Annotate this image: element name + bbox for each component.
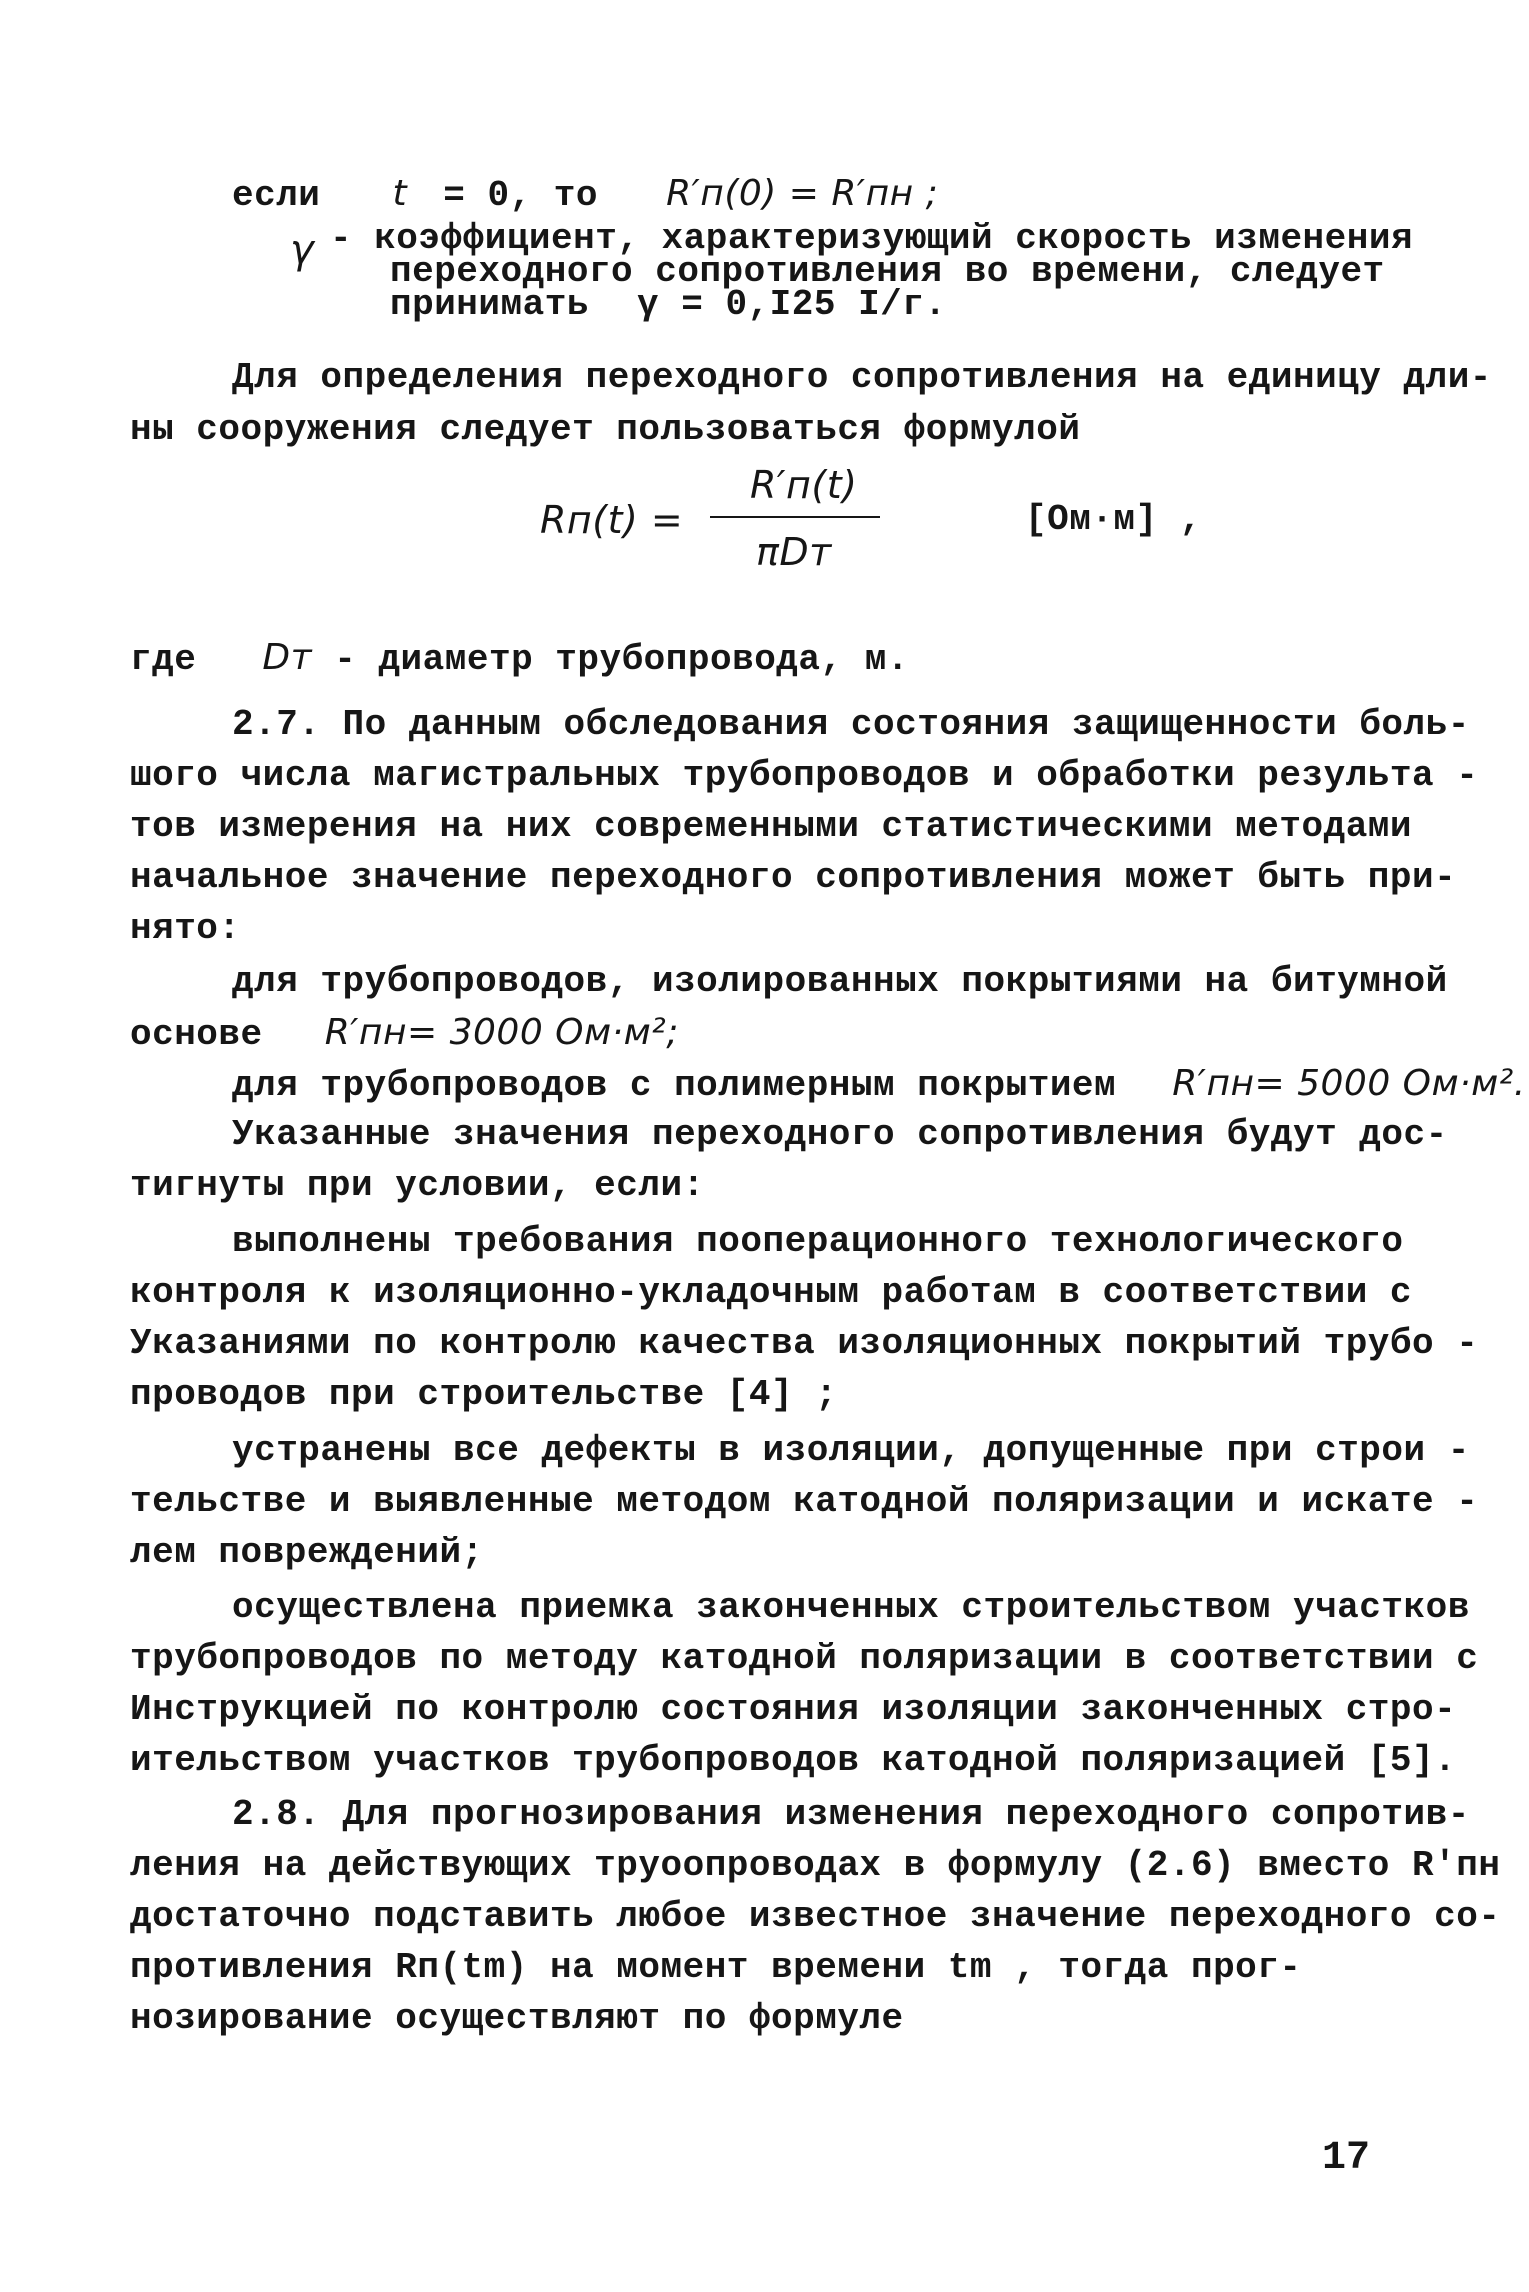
bitumen-value: R′пн= 3000 Ом·м²;	[324, 1012, 679, 1053]
para-unit-length-line-2: ны сооружения следует пользоваться формулой	[130, 409, 1081, 450]
gamma-line-3	[390, 284, 947, 325]
bitumen-line-2-text: основе	[130, 1014, 263, 1055]
formula-fraction-bar	[710, 516, 880, 518]
formula-lhs: Rп(t) =	[540, 498, 684, 542]
polymer-text: для трубопроводов с полимерным покрытием	[232, 1065, 1117, 1106]
gamma-line-2: переходного сопротивления во времени, следует	[390, 251, 1385, 292]
formula-unit: [Ом·м] ,	[1025, 499, 1202, 540]
section-2-8-line-1: 2.8. Для прогнозирования изменения переходного сопротив-	[232, 1794, 1470, 1835]
condition-b-line-1: устранены все дефекты в изоляции, допущенные при строи -	[232, 1430, 1470, 1471]
formula-numerator: R′п(t)	[750, 463, 858, 507]
conditions-intro-line-1: Указанные значения переходного сопротивления будут дос-	[232, 1114, 1448, 1155]
condition-a-line-2: контроля к изоляционно-укладочным работам в соответствии с	[130, 1272, 1413, 1313]
polymer-line	[232, 1062, 1526, 1108]
section-2-7-line-5: нято:	[130, 908, 241, 949]
where-symbol: Dт	[262, 637, 313, 678]
para-unit-length-line-1: Для определения переходного сопротивления на единицу дли-	[232, 357, 1492, 398]
conditions-intro-line-2: тигнуты при условии, если:	[130, 1165, 705, 1206]
condition-a-line-1: выполнены требования пооперационного технологического	[232, 1221, 1404, 1262]
gamma-line-3-text: принимать	[390, 284, 589, 325]
bitumen-line-1: для трубопроводов, изолированных покрытиями на битумной	[232, 961, 1448, 1002]
condition-line	[232, 172, 938, 218]
where-line	[130, 636, 909, 682]
where-text: - диаметр трубопровода, м.	[334, 639, 909, 680]
condition-a-line-4: проводов при строительстве [4] ;	[130, 1374, 838, 1415]
gamma-line-1: - коэффициент, характеризующий скорость изменения	[330, 218, 1414, 259]
condition-c-line-4: ительством участков трубопроводов катодной поляризацией [5].	[130, 1740, 1457, 1781]
condition-c-line-3: Инструкцией по контролю состояния изоляции законченных стро-	[130, 1689, 1457, 1730]
condition-b-line-2: тельстве и выявленные методом катодной поляризации и искате -	[130, 1481, 1479, 1522]
section-2-8-line-2: ления на действующих труоопроводах в формулу (2.6) вместо R′пн	[130, 1845, 1501, 1886]
section-2-7-line-4: начальное значение переходного сопротивления может быть при-	[130, 857, 1457, 898]
section-2-7-line-1: 2.7. По данным обследования состояния защищенности боль-	[232, 704, 1470, 745]
condition-c-line-2: трубопроводов по методу катодной поляризации в соответствии с	[130, 1638, 1479, 1679]
page-number: 17	[1322, 2136, 1371, 2181]
gamma-symbol: γ	[290, 227, 315, 273]
condition-if: если	[232, 175, 321, 216]
section-2-7-line-2: шого числа магистральных трубопроводов и обработки результа -	[130, 755, 1479, 796]
condition-c-line-1: осуществлена приемка законченных строительством участков	[232, 1587, 1470, 1628]
polymer-value: R′пн= 5000 Ом·м².	[1172, 1063, 1526, 1104]
formula-denominator: πDт	[756, 530, 832, 574]
condition-b-line-3: лем повреждений;	[130, 1532, 484, 1573]
section-2-8-line-3: достаточно подставить любое известное значение переходного со-	[130, 1896, 1501, 1937]
condition-eq: = 0, то	[443, 175, 598, 216]
bitumen-line-2	[130, 1011, 679, 1057]
condition-formula: R′п(0) = R′пн ;	[666, 173, 939, 214]
section-2-8-line-5: нозирование осуществляют по формуле	[130, 1998, 904, 2039]
gamma-value: γ = 0,I25 I/г.	[637, 284, 947, 325]
condition-a-line-3: Указаниями по контролю качества изоляционных покрытий трубо -	[130, 1323, 1479, 1364]
section-2-7-line-3: тов измерения на них современными статистическими методами	[130, 806, 1413, 847]
where-word: где	[130, 639, 197, 680]
section-2-8-line-4: противления Rп(tm) на момент времени tm , тогда прог-	[130, 1947, 1302, 1988]
condition-variable: t	[392, 173, 408, 214]
